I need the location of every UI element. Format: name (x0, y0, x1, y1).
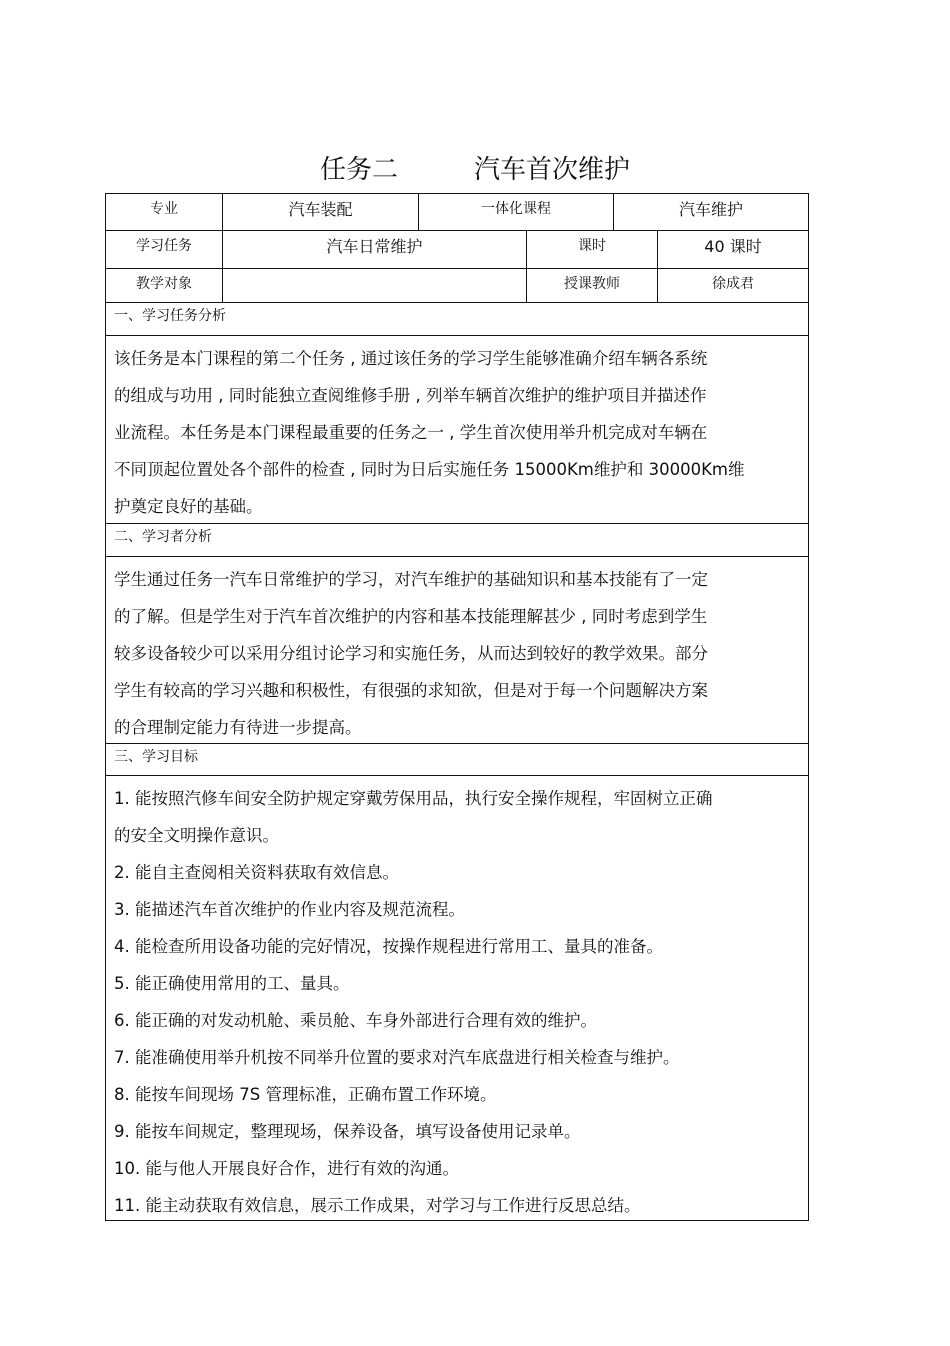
goals-heading: 三、学习目标 (114, 749, 198, 765)
learners-paragraph (106, 557, 808, 746)
section-heading-goals (106, 744, 808, 776)
hours-value: 40 课时 (657, 231, 808, 268)
course-type-label: 一体化课程 (418, 194, 613, 230)
goal-item: 的安全文明操作意识。 (114, 826, 279, 845)
hours-label: 课时 (526, 231, 657, 268)
teacher-value: 徐成君 (657, 269, 808, 302)
goal-item: 11. 能主动获取有效信息，展示工作成果，对学习与工作进行反思总结。 (114, 1196, 641, 1215)
info-row-audience (106, 269, 808, 303)
info-row-task (106, 231, 808, 269)
course-type-value: 汽车维护 (613, 194, 808, 230)
goals-list (106, 776, 808, 1224)
goal-item: 8. 能按车间现场 7S 管理标准，正确布置工作环境。 (114, 1085, 497, 1104)
task-value: 汽车日常维护 (222, 231, 526, 268)
goal-item: 2. 能自主查阅相关资料获取有效信息。 (114, 863, 399, 882)
learners-heading: 二、学习者分析 (114, 529, 212, 545)
analysis-line: 该任务是本门课程的第二个任务 , 通过该任务的学习学生能够准确介绍车辆各系统 (114, 349, 708, 368)
section-body-analysis (106, 336, 808, 524)
major-value: 汽车装配 (222, 194, 418, 230)
learners-line: 的合理制定能力有待进一步提高。 (114, 718, 362, 737)
section-body-learners (106, 557, 808, 744)
major-label: 专业 (150, 201, 178, 217)
analysis-line: 护奠定良好的基础。 (114, 497, 263, 516)
lesson-plan-table (105, 193, 809, 1221)
task-label: 学习任务 (136, 238, 192, 254)
audience-value (222, 269, 526, 302)
analysis-paragraph (106, 336, 808, 525)
analysis-heading: 一、学习任务分析 (114, 308, 226, 324)
goal-item: 5. 能正确使用常用的工、量具。 (114, 974, 350, 993)
title-part-1: 任务二 (319, 155, 398, 185)
document-title (0, 152, 950, 188)
goal-item: 10. 能与他人开展良好合作，进行有效的沟通。 (114, 1159, 459, 1178)
learners-line: 较多设备较少可以采用分组讨论学习和实施任务，从而达到较好的教学效果。部分 (114, 644, 708, 663)
goal-item: 1. 能按照汽修车间安全防护规定穿戴劳保用品，执行安全操作规程，牢固树立正确 (114, 789, 713, 808)
section-heading-learners (106, 524, 808, 557)
learners-line: 的了解。但是学生对于汽车首次维护的内容和基本技能理解甚少 , 同时考虑到学生 (114, 607, 708, 626)
learners-line: 学生通过任务一汽车日常维护的学习，对汽车维护的基础知识和基本技能有了一定 (114, 570, 708, 589)
analysis-line: 业流程。本任务是本门课程最重要的任务之一 , 学生首次使用举升机完成对车辆在 (114, 423, 708, 442)
section-body-goals (106, 776, 808, 1220)
goal-item: 6. 能正确的对发动机舱、乘员舱、车身外部进行合理有效的维护。 (114, 1011, 597, 1030)
audience-label: 教学对象 (136, 276, 192, 292)
goal-item: 3. 能描述汽车首次维护的作业内容及规范流程。 (114, 900, 465, 919)
analysis-line: 的组成与功用 , 同时能独立查阅维修手册 , 列举车辆首次维护的维护项目并描述作 (114, 386, 707, 405)
section-heading-analysis (106, 303, 808, 336)
learners-line: 学生有较高的学习兴趣和积极性，有很强的求知欲，但是对于每一个问题解决方案 (114, 681, 708, 700)
title-part-2: 汽车首次维护 (474, 155, 631, 185)
teacher-label: 授课教师 (526, 269, 657, 302)
goal-item: 4. 能检查所用设备功能的完好情况，按操作规程进行常用工、量具的准备。 (114, 937, 663, 956)
goal-item: 7. 能准确使用举升机按不同举升位置的要求对汽车底盘进行相关检查与维护。 (114, 1048, 680, 1067)
goal-item: 9. 能按车间规定，整理现场，保养设备，填写设备使用记录单。 (114, 1122, 581, 1141)
analysis-line: 不同顶起位置处各个部件的检查 , 同时为日后实施任务 15000Km维护和 30000Km维 (114, 460, 745, 479)
info-row-major (106, 194, 808, 231)
